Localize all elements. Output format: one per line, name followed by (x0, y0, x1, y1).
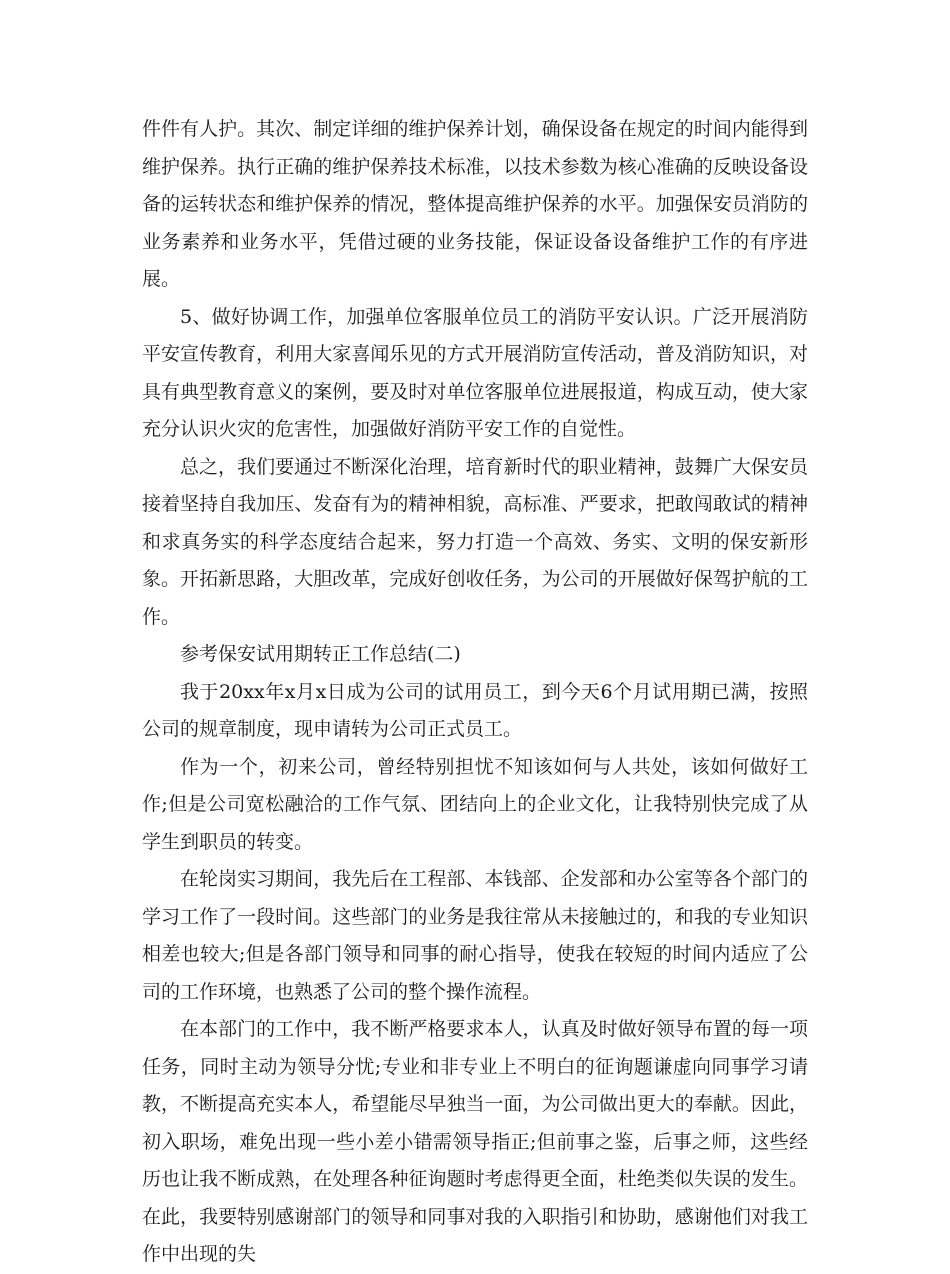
paragraph-adaptation: 作为一个，初来公司，曾经特别担忧不知该如何与人共处，该如何做好工作;但是公司宽松融洽的工作气氛、团结向上的企业文化，让我特别快完成了从学生到职员的转变。 (142, 755, 808, 853)
paragraph-rotation: 在轮岗实习期间，我先后在工程部、本钱部、企发部和办公室等各个部门的学习工作了一段时间。这些部门的业务是我往常从未接触过的，和我的专业知识相差也较大;但是各部门领导和同事的耐心指导，使我在较短的时间内适应了公司的工作环境，也熟悉了公司的整个操作流程。 (142, 868, 808, 1003)
paragraph-intro: 我于20xx年x月x日成为公司的试用员工，到今天6个月试用期已满，按照公司的规章制度，现申请转为公司正式员工。 (142, 680, 808, 740)
document-page (142, 111, 808, 1274)
paragraph-item-5-coordination: 5、做好协调工作，加强单位客服单位员工的消防平安认识。广泛开展消防平安宣传教育，利用大家喜闻乐见的方式开展消防宣传活动，普及消防知识，对具有典型教育意义的案例，要及时对单位客服单位进展报道，构成互动，使大家充分认识火灾的危害性，加强做好消防平安工作的自觉性。 (142, 305, 808, 440)
section-title: 参考保安试用期转正工作总结(二) (180, 643, 461, 665)
paragraph-conclusion: 总之，我们要通过不断深化治理，培育新时代的职业精神，鼓舞广大保安员接着坚持自我加压、发奋有为的精神相貌，高标准、严要求，把敢闯敢试的精神和求真务实的科学态度结合起来，努力打造一个高效、务实、文明的保安新形象。开拓新思路，大胆改革，完成好创收任务，为公司的开展做好保驾护航的工作。 (142, 455, 808, 628)
paragraph-department-work: 在本部门的工作中，我不断严格要求本人，认真及时做好领导布置的每一项任务，同时主动为领导分忧;专业和非专业上不明白的征询题谦虚向同事学习请教，不断提高充实本人，希望能尽早独当一面，为公司做出更大的奉献。因此，初入职场，难免出现一些小差小错需领导指正;但前事之鉴，后事之师，这些经历也让我不断成熟，在处理各种征询题时考虑得更全面，杜绝类似失误的发生。在此，我要特别感谢部门的领导和同事对我的入职指引和协助，感谢他们对我工作中出现的失 (142, 1018, 808, 1265)
paragraph-continuation: 件件有人护。其次、制定详细的维护保养计划，确保设备在规定的时间内能得到维护保养。执行正确的维护保养技术标准，以技术参数为核心准确的反映设备设备的运转状态和维护保养的情况，整体提高维护保养的水平。加强保安员消防的业务素养和业务水平，凭借过硬的业务技能，保证设备设备维护工作的有序进展。 (142, 118, 808, 290)
